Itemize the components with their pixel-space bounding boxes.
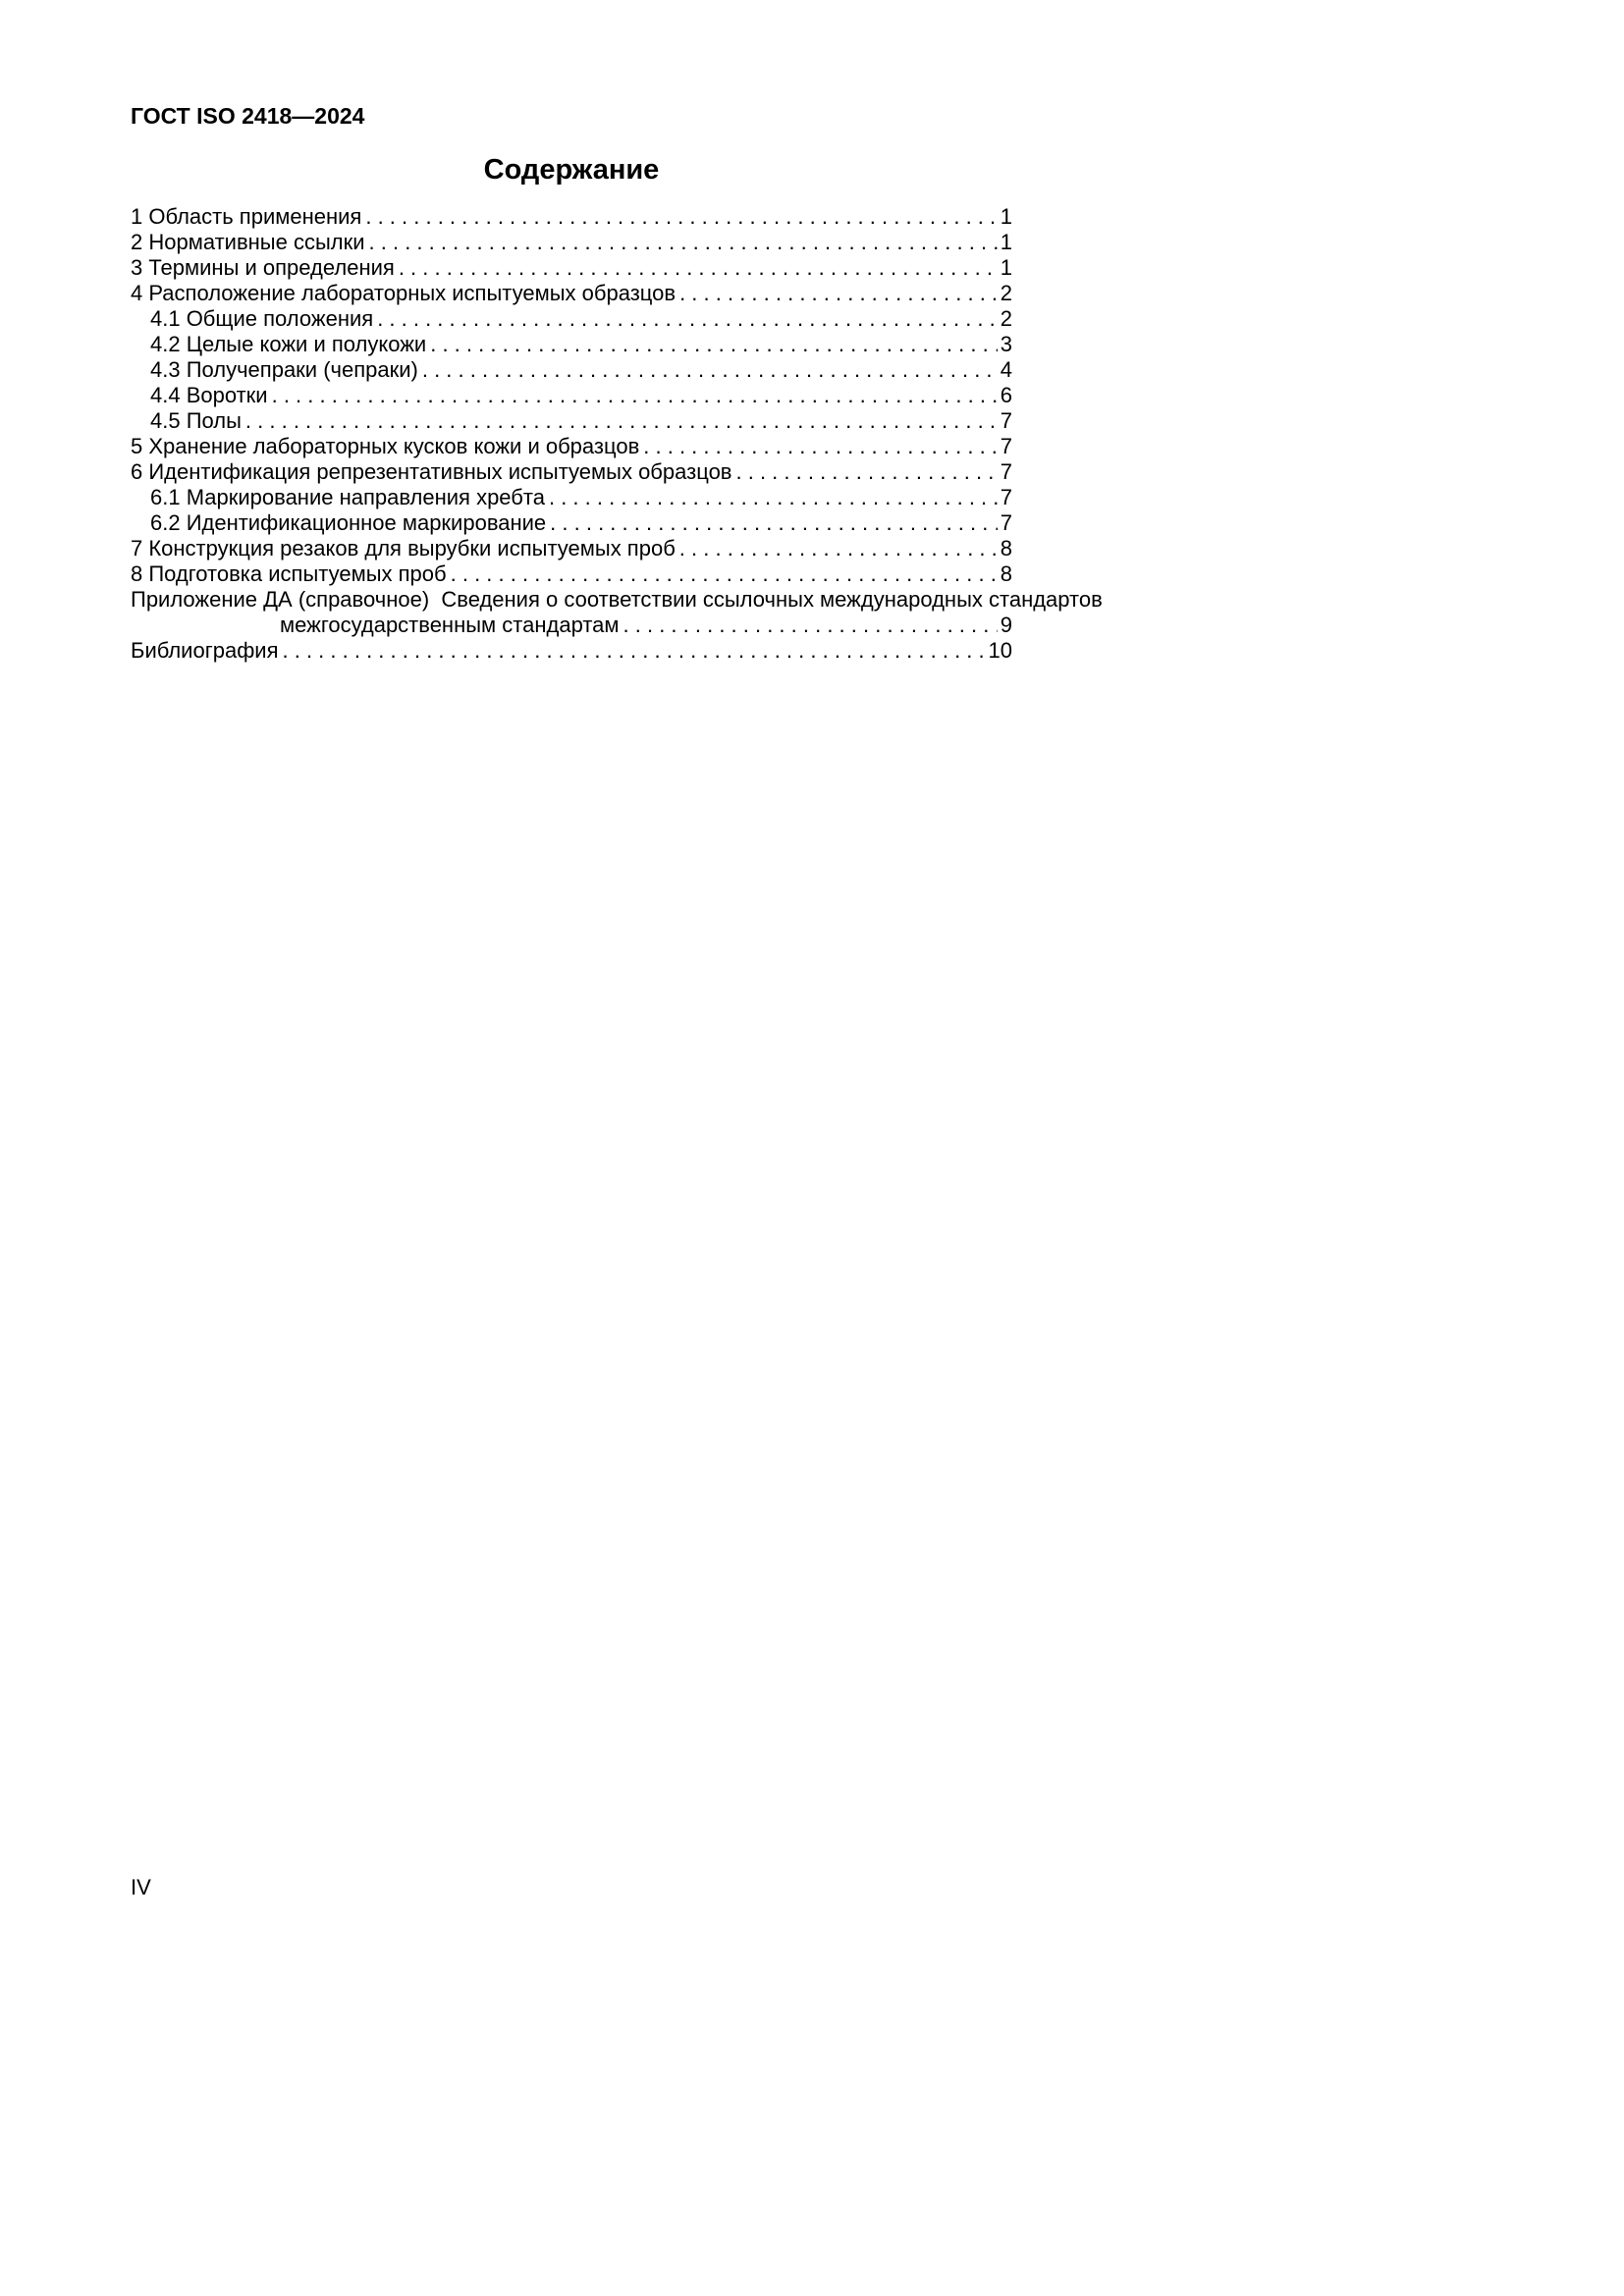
toc-entry-label: 2 Нормативные ссылки <box>131 230 365 254</box>
toc-entry-row <box>131 459 1012 485</box>
toc-leader-dots <box>422 357 998 383</box>
toc-entry-page: 3 <box>1000 332 1012 356</box>
toc-leader-dots <box>245 408 998 434</box>
toc-entry-label: 6.2 Идентификационное маркирование <box>150 510 547 535</box>
toc-leader-dots <box>283 638 986 664</box>
toc-entry-label: 4 Расположение лабораторных испытуемых образцов <box>131 281 677 305</box>
toc-entry-page: 1 <box>1000 204 1012 229</box>
toc-entry-page: 2 <box>1000 281 1012 305</box>
toc-entry-label: 3 Термины и определения <box>131 255 395 280</box>
toc-leader-dots <box>736 459 998 485</box>
toc-entry-row-appendix-line2 <box>131 613 1012 638</box>
toc-entry-row <box>131 281 1012 306</box>
toc-entry-label: Библиография <box>131 638 279 663</box>
toc-entry-page: 7 <box>1000 459 1012 484</box>
toc-leader-dots <box>365 204 997 230</box>
page-content <box>131 102 1103 664</box>
toc-entry-row <box>131 306 1012 332</box>
toc-entry-label: 7 Конструкция резаков для вырубки испытуемых проб <box>131 536 676 561</box>
toc-entry-page: 7 <box>1000 485 1012 509</box>
toc-entry-label: 4.2 Целые кожи и полукожи <box>150 332 427 356</box>
toc-entry-row <box>131 204 1012 230</box>
toc-entry-page: 2 <box>1000 306 1012 331</box>
toc-title: Содержание <box>483 154 660 186</box>
toc-entry-row <box>131 510 1012 536</box>
toc-entry-page: 7 <box>1000 510 1012 535</box>
toc-leader-dots <box>623 613 998 638</box>
toc-entry-page: 6 <box>1000 383 1012 407</box>
toc-entry-row <box>131 357 1012 383</box>
toc-leader-dots <box>643 434 997 459</box>
toc-entry-row <box>131 383 1012 408</box>
toc-leader-dots <box>399 255 998 281</box>
toc-entry-label: 4.5 Полы <box>150 408 242 433</box>
toc-leader-dots <box>430 332 998 357</box>
toc-entry-page: 8 <box>1000 536 1012 561</box>
toc-entry-label: 1 Область применения <box>131 204 362 229</box>
toc-entry-row <box>131 230 1012 255</box>
toc-leader-dots <box>550 510 998 536</box>
toc-entry-page: 10 <box>988 638 1012 663</box>
toc-leader-dots <box>377 306 998 332</box>
toc-entry-label-continuation: межгосударственным стандартам <box>280 613 620 637</box>
toc-entry-label: 5 Хранение лабораторных кусков кожи и образцов <box>131 434 640 458</box>
toc-entry-row <box>131 485 1012 510</box>
toc-entry-row <box>131 561 1012 587</box>
toc-entry-row <box>131 332 1012 357</box>
toc-leader-dots <box>369 230 998 255</box>
toc-entry-row <box>131 255 1012 281</box>
toc-entry-page: 4 <box>1000 357 1012 382</box>
toc-leader-dots <box>272 383 998 408</box>
toc-entry-label: 4.3 Получепраки (чепраки) <box>150 357 418 382</box>
toc-entry-page: 8 <box>1000 561 1012 586</box>
toc-entry-row <box>131 434 1012 459</box>
toc-leader-dots <box>549 485 998 510</box>
toc-entry-row-appendix-line1 <box>131 587 1103 613</box>
table-of-contents <box>131 204 1103 664</box>
toc-entry-label: 4.4 Воротки <box>150 383 268 407</box>
toc-leader-dots <box>451 561 998 587</box>
toc-entry-label: Приложение ДА (справочное) Сведения о соответствии ссылочных международных стандартов <box>131 587 1103 612</box>
toc-entry-label: 6.1 Маркирование направления хребта <box>150 485 545 509</box>
document-code: ГОСТ ISO 2418—2024 <box>131 103 365 129</box>
toc-entry-row <box>131 536 1012 561</box>
toc-entry-row <box>131 408 1012 434</box>
toc-entry-page: 1 <box>1000 230 1012 254</box>
footer-page-number: IV <box>131 1875 151 1899</box>
toc-entry-row <box>131 638 1012 664</box>
toc-leader-dots <box>679 536 998 561</box>
toc-entry-page: 9 <box>1000 613 1012 637</box>
toc-entry-page: 7 <box>1000 434 1012 458</box>
toc-entry-page: 7 <box>1000 408 1012 433</box>
toc-entry-label: 8 Подготовка испытуемых проб <box>131 561 447 586</box>
toc-leader-dots <box>679 281 998 306</box>
toc-entry-label: 6 Идентификация репрезентативных испытуемых образцов <box>131 459 732 484</box>
toc-entry-label: 4.1 Общие положения <box>150 306 374 331</box>
toc-entry-page: 1 <box>1000 255 1012 280</box>
